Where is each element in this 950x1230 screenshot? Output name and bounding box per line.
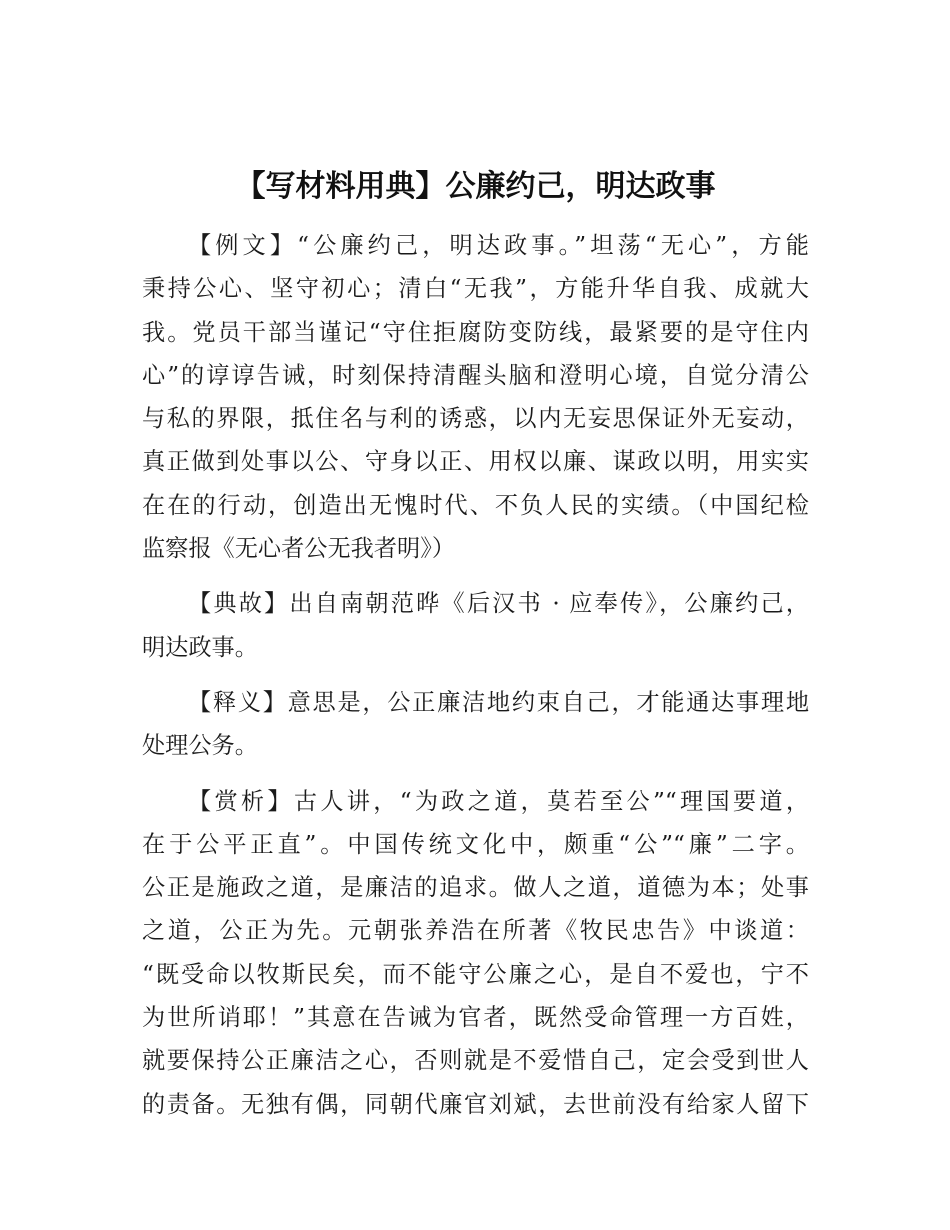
line-text: 出自南朝范晔《后汉书 · 应奉传》，公廉约己， (289, 590, 809, 618)
paragraph-line: 公正是施政之道，是廉洁的追求。做人之道，道德为本；处事 (142, 874, 809, 902)
paragraph-analysis (142, 780, 809, 1126)
paragraph-line: 在于公平正直”。中国传统文化中，颇重“公”“廉”二字。 (142, 830, 809, 858)
paragraph-line: 心”的谆谆告诫，时刻保持清醒头脑和澄明心境，自觉分清公 (142, 361, 809, 389)
document-title: 【写材料用典】公廉约己，明达政事 (235, 169, 716, 204)
paragraph-line: 真正做到处事以公、守身以正、用权以廉、谋政以明，用实实 (142, 448, 809, 476)
line-text: 古人讲，“为政之道，莫若至公”“理国要道， (293, 787, 810, 815)
paragraph-line: 之道，公正为先。元朝张养浩在所著《牧民忠告》中谈道： (142, 917, 809, 945)
paragraph-line (142, 582, 809, 625)
paragraph-line: 秉持公心、坚守初心；清白“无我”，方能升华自我、成就大 (142, 275, 809, 303)
paragraph-line: 我。党员干部当谨记“守住拒腐防变防线，最紧要的是守住内 (142, 318, 809, 346)
paragraph-label: 【赏析】 (188, 787, 294, 815)
line-text: 意思是，公正廉洁地约束自己，才能通达事理地 (287, 688, 810, 716)
paragraph-line: 就要保持公正廉洁之心，否则就是不爱惜自己，定会受到世人 (142, 1047, 809, 1075)
paragraph-example (142, 224, 809, 570)
paragraph-line: 明达政事。 (142, 633, 258, 661)
paragraph-line: 为世所诮耶！”其意在告诫为官者，既然受命管理一方百姓， (142, 1004, 809, 1032)
paragraph-line (142, 780, 809, 823)
paragraph-label: 【释义】 (188, 688, 288, 716)
paragraph-line: “既受命以牧斯民矣，而不能守公廉之心，是自不爱也，宁不 (142, 960, 809, 988)
paragraph-line (142, 681, 809, 724)
paragraph-line (142, 224, 809, 267)
document-body (142, 224, 809, 1138)
paragraph-meaning (142, 681, 809, 768)
paragraph-label: 【例文】 (188, 232, 298, 259)
paragraph-line: 在在的行动，创造出无愧时代、不负人民的实绩。（中国纪检 (142, 491, 809, 519)
paragraph-line: 监察报《无心者公无我者明》） (142, 535, 456, 563)
line-text: “公廉约己，明达政事。”坦荡“无心”，方能 (297, 232, 809, 259)
paragraph-label: 【典故】 (188, 590, 290, 618)
paragraph-allusion (142, 582, 809, 669)
paragraph-line: 处理公务。 (142, 732, 258, 760)
paragraph-line: 的责备。无独有偶，同朝代廉官刘斌，去世前没有给家人留下 (142, 1090, 809, 1118)
paragraph-line: 与私的界限，抵住名与利的诱惑，以内无妄思保证外无妄动， (142, 405, 809, 433)
